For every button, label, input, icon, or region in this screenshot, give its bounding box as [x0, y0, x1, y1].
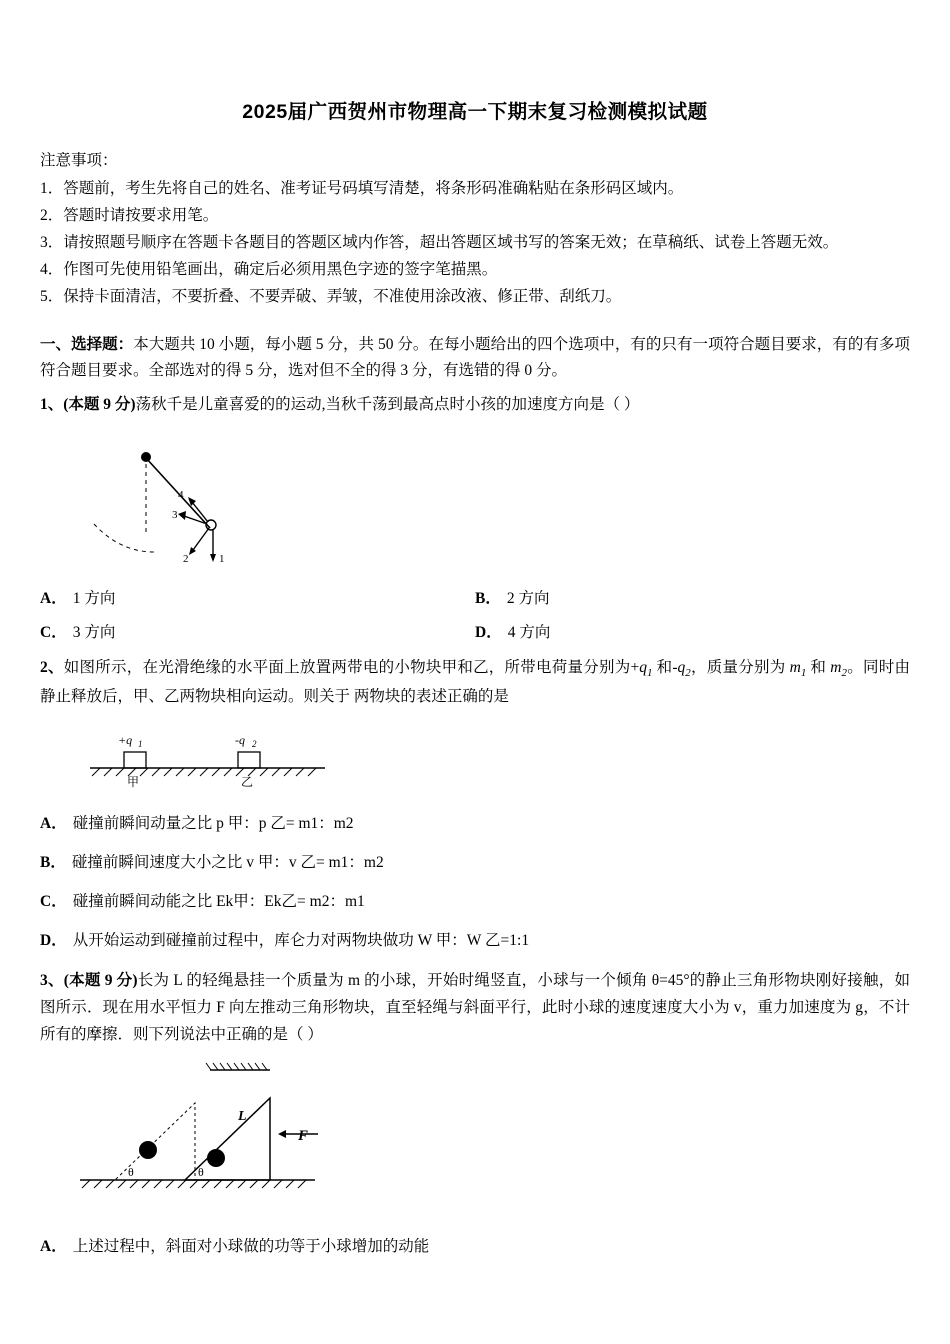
question-2-options — [40, 805, 910, 960]
svg-text:θ: θ — [198, 1165, 204, 1180]
q2-part-9: 和 — [806, 658, 831, 676]
option-d-text: 4 方向 — [507, 623, 551, 641]
svg-text:F: F — [298, 1128, 309, 1145]
option-c[interactable] — [40, 614, 475, 648]
svg-text:4: 4 — [178, 488, 184, 501]
section-one-intro — [40, 332, 910, 385]
option-b[interactable] — [475, 580, 910, 614]
swing-diagram — [80, 428, 910, 568]
option-c-label: C． — [40, 893, 67, 911]
notice-list — [40, 176, 910, 310]
option-a-text: 1 方向 — [72, 589, 116, 607]
svg-text:2: 2 — [183, 552, 189, 565]
option-b-label: B． — [475, 589, 501, 607]
question-1-options — [40, 580, 910, 648]
q2-part-3: 和- — [652, 658, 678, 676]
notice-item: 1．答题前，考生先将自己的姓名、准考证号码填写清楚，将条形码准确粘贴在条形码区域内。 — [40, 180, 684, 197]
option-d[interactable] — [475, 614, 910, 648]
option-a[interactable] — [40, 805, 910, 844]
question-3-options — [40, 1228, 910, 1267]
notice-item: 4．作图可先使用铅笔画出，确定后必须用黑色字迹的签字笔描黑。 — [40, 261, 498, 279]
option-a[interactable] — [40, 580, 475, 614]
question-1-score-tag: (本题 9 分) — [63, 395, 136, 413]
svg-text:L: L — [238, 1109, 247, 1125]
option-a[interactable] — [40, 1228, 910, 1267]
question-1-stem — [40, 391, 910, 418]
q2-sym-m2: m — [830, 658, 842, 676]
question-2-stem — [40, 654, 910, 710]
q2-part-6: ，质量分别为 — [690, 658, 790, 676]
option-b-label: B． — [40, 854, 66, 872]
option-b-text: 2 方向 — [506, 589, 550, 607]
charges-diagram — [80, 720, 910, 795]
svg-text:甲: 甲 — [127, 775, 140, 790]
option-a-label: A． — [40, 1238, 67, 1256]
option-a-text: 上述过程中，斜面对小球做的功等于小球增加的动能 — [72, 1238, 430, 1256]
q2-sym-q2: q — [677, 658, 686, 676]
q2-sub-2: 2 — [685, 667, 691, 680]
q2-sym-m1: m — [789, 658, 801, 676]
svg-text:-q: -q — [235, 733, 245, 748]
notice-item: 5．保持卡面清洁，不要折叠、不要弄破、弄皱，不准使用涂改液、修正带、刮纸刀。 — [40, 288, 622, 306]
svg-text:θ: θ — [128, 1165, 134, 1180]
question-3-text: 长为 L 的轻绳悬挂一个质量为 m 的小球，开始时绳竖直，小球与一个倾角 θ=45°的静止三角形物块刚好接触，如图所示．现在用水平恒力 F 向左推动三角形物块，直至轻绳与斜面平行，此时小球的速度速度大小为 v，重力加速度为 g，不计所有的摩擦．则下列说法中正确的是（ ） — [40, 971, 910, 1043]
question-1-number: 1、 — [40, 395, 64, 413]
option-a-text: 碰撞前瞬间动量之比 p 甲：p 乙= m1：m2 — [72, 815, 354, 833]
q2-sub-4: 2 — [841, 667, 847, 680]
option-b-text: 碰撞前瞬间速度大小之比 v 甲：v 乙= m1：m2 — [71, 854, 384, 872]
option-c-label: C． — [40, 623, 67, 641]
question-3-score-tag: (本题 9 分) — [63, 971, 138, 989]
notice-heading: 注意事项： — [40, 152, 118, 169]
option-d-label: D． — [475, 623, 502, 641]
option-d[interactable] — [40, 922, 910, 961]
option-b[interactable] — [40, 844, 910, 883]
section-one-heading: 一、选择题： — [40, 335, 134, 353]
option-c-text: 碰撞前瞬间动能之比 Ek甲：Ek乙= m2：m1 — [72, 893, 365, 911]
question-2-number: 2、 — [40, 658, 64, 676]
option-a-label: A． — [40, 589, 67, 607]
q2-sym-q1: q — [639, 658, 647, 676]
incline-diagram — [70, 1058, 910, 1218]
svg-text:3: 3 — [172, 508, 178, 521]
q2-part-0: 如图所示，在光滑绝缘的水平面上放置两带电的小物块甲和乙，所带电荷量分别为+ — [63, 658, 640, 676]
notice-item: 2．答题时请按要求用笔。 — [40, 207, 219, 225]
question-1-text: 荡秋千是儿童喜爱的的运动,当秋千荡到最高点时小孩的加速度方向是（ ） — [135, 395, 640, 413]
question-3-number: 3、 — [40, 971, 64, 989]
svg-text:乙: 乙 — [241, 775, 254, 790]
notice-item: 3．请按照题号顺序在答题卡各题目的答题区域内作答，超出答题区域书写的答案无效；在草稿纸、试卷上答题无效。 — [40, 234, 839, 252]
option-c[interactable] — [40, 883, 910, 922]
question-3-stem — [40, 967, 910, 1048]
q2-sub-1: 1 — [647, 667, 653, 680]
svg-text:1: 1 — [138, 739, 143, 750]
option-c-text: 3 方向 — [72, 623, 116, 641]
svg-text:1: 1 — [219, 552, 225, 565]
section-one-text: 本大题共 10 小题，每小题 5 分，共 50 分。在每小题给出的四个选项中，有的只有一项符合题目要求，有的有多项符合题目要求。全部选对的得 5 分，选对但不全的得 3 分，有选错的得 0 分。 — [40, 335, 910, 380]
option-d-text: 从开始运动到碰撞前过程中，库仑力对两物块做功 W 甲：W 乙=1:1 — [72, 931, 530, 949]
option-d-label: D． — [40, 931, 67, 949]
svg-text:+q: +q — [118, 733, 133, 748]
q2-part-12: 。同时由静止释放后，甲、乙两物块相向运动。则关于 两物块的表述正确的是 — [40, 658, 910, 706]
page-title: 2025届广西贺州市物理高一下期末复习检测模拟试题 — [242, 101, 708, 123]
option-a-label: A． — [40, 815, 67, 833]
q2-sub-3: 1 — [800, 667, 807, 680]
svg-text:2: 2 — [252, 739, 257, 750]
